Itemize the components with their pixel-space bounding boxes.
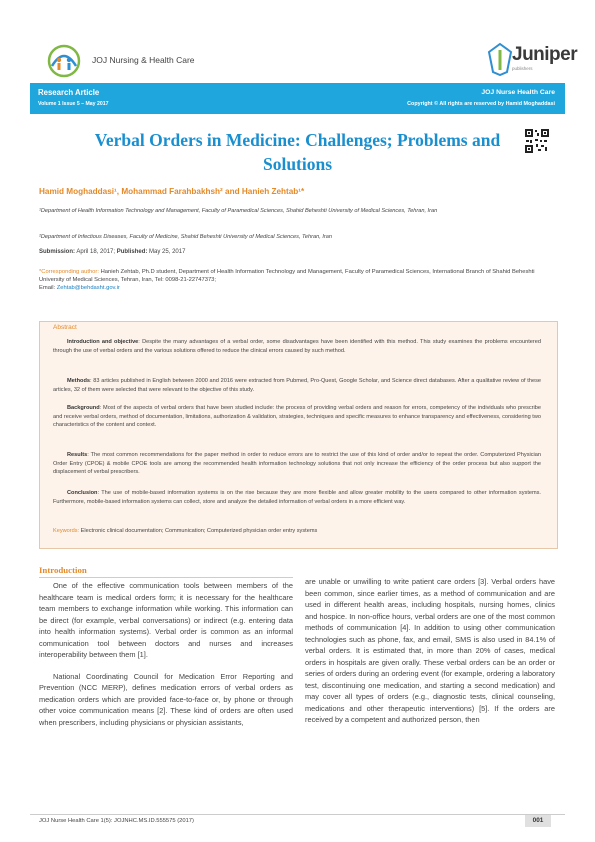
affiliation: ²Department of Infectious Diseases, Faculty of Medicine, Shahid Beheshti University of Medical Sciences, Tehran, Iran <box>39 234 332 240</box>
abstract-results <box>53 451 541 477</box>
email-link[interactable]: Zehtab@behdasht.gov.ir <box>56 285 120 291</box>
submission-date: April 18, 2017; <box>75 249 117 255</box>
section-divider <box>39 577 293 578</box>
abstract-section-text: : Most of the aspects of verbal orders that have been studied include: the process of providing verbal orders and reason for errors, competency of the individuals who prescribe and receive verbal orders, method of documentation, limitations, authorization & validation, strategies, techniques and specific measures to enhance transparency and effectiveness, considering two characteristics of the content and context. <box>53 405 541 429</box>
journal-logo <box>42 42 86 80</box>
abstract-methods <box>53 377 541 394</box>
abstract-introduction <box>53 338 541 355</box>
abstract-section-text: : Despite the many advantages of a verbal order, some disadvantages have been identified with this method. This study examines the problems encountered through the use of verbal orders and the various solutions offered to reduce the clinical errors caused by such method. <box>53 339 541 354</box>
abstract-section-label: Introduction and objective <box>67 339 139 345</box>
body-paragraph: are unable or unwilling to write patient care orders [3]. Verbal orders have been common, since earlier times, as a method of communication and are used in different health areas, including hospitals, nursing homes, clinics and hospice. In non-office hours, verbal orders are one of the most common methods of communication [4]. In addition to using other communication technologies such as phone, fax, and email, SMS is also used in 84.1% of verbal orders. It is estimated that, in more than 20% of cases, medical orders in hospitals are given orally. These verbal orders can be an order or series of orders during an ordering event (for example, ordering a laboratory test, discontinuing one medication, and starting a second medication) and may cover all types of orders (e.g., diagnostic tests, clinical counseling, medications and other therapeutic interventions) [5]. If the orders are received by a competent and authorized person, then <box>305 577 555 724</box>
corresponding-details: Hanieh Zehtab, Ph.D student, Department of Health Information Technology and Management, Faculty of Paramedical Sciences, International Branch of Shahid Beheshti University of Medical Sciences, Tehran, Iran, Tel: 0098-21-22747373; <box>39 269 535 283</box>
article-type: Research Article <box>38 88 100 97</box>
body-paragraph: National Coordinating Council for Medication Error Reporting and Prevention (NCC MERP), defines medication errors of verbal orders as medication orders which are provided face-to-face or, by phone or through other voice communication means [2]. These kind of orders are often used when prescribers, including physicians or physician assistants, <box>39 671 293 727</box>
footer-divider <box>30 814 565 815</box>
journal-short-name: JOJ Nurse Health Care <box>481 89 555 96</box>
header-bar <box>30 83 565 114</box>
body-column-right <box>305 576 555 726</box>
abstract-section-label: Background <box>67 405 100 411</box>
copyright-notice: Copyright © All rights are reserved by Hamid Moghaddasi <box>407 101 555 107</box>
volume-issue: Volume 1 Issue 5 – May 2017 <box>38 101 109 107</box>
published-label: Published: <box>116 249 148 255</box>
abstract-section-label: Methods <box>67 378 90 384</box>
abstract-conclusion <box>53 489 541 506</box>
journal-name: JOJ Nursing & Health Care <box>92 55 195 65</box>
corresponding-author <box>39 268 559 292</box>
body-paragraph: One of the effective communication tools between members of the healthcare team is medical orders form; it is necessary for the healthcare team members to exchange information while working. This information can be direct (for example, verbal conversations) or indirect (e.g. entering data into health information systems). Verbal order is common as an informal communication tool between doctors and nurses and increases interoperability between them [1]. <box>39 581 293 659</box>
abstract-background <box>53 404 541 430</box>
section-heading-introduction: Introduction <box>39 565 87 575</box>
abstract-section-text: : The most common recommendations for the paper method in order to reduce errors are to restrict the use of this kind of order and/or to repeat the order. Computerized Physician Order Entry (CPOE) & mobile CPOE tools are among the recommended health information technology solutions that not only increase the efficiency of the order process but also support the displacement of verbal prescribers. <box>53 452 541 476</box>
abstract-section-text: : 83 articles published in English between 2000 and 2016 were extracted from Pubmed, Pro-Quest, Google Scholar, and Science direct databases. After a qualitative review of these articles, 32 of them were selected that were relevant to the objective of this study. <box>53 378 541 393</box>
keywords-label: Keywords: <box>53 528 80 534</box>
footer-citation: JOJ Nurse Health Care 1(5): JOJNHC.MS.ID.555575 (2017) <box>39 818 194 824</box>
abstract-section-label: Conclusion <box>67 490 98 496</box>
published-date: May 25, 2017 <box>147 249 186 255</box>
keywords-list: Electronic clinical documentation; Communication; Computerized physician order entry systems <box>79 528 318 534</box>
publication-dates <box>39 249 185 255</box>
email-label: Email: <box>39 285 57 291</box>
abstract-section-text: : The use of mobile-based information systems is on the rise because they are more flexible and allow greater mobility to the users compared to other information systems. Furthermore, mobile-based information systems can collect, store and analyze the detailed information of verbal orders in a more efficient way. <box>53 490 541 505</box>
keywords <box>53 528 317 534</box>
article-title: Verbal Orders in Medicine: Challenges; Problems and Solutions <box>94 130 501 174</box>
abstract-section-label: Results <box>67 452 88 458</box>
author-list: Hamid Moghaddasi¹, Mohammad Farahbakhsh² and Hanieh Zehtab¹* <box>39 187 305 196</box>
abstract-heading: Abstract <box>53 324 77 331</box>
publisher-name: Juniper <box>512 44 578 65</box>
publisher-subtitle: publishers <box>512 66 533 71</box>
qr-code-icon[interactable] <box>524 128 550 154</box>
body-column-left <box>39 580 293 728</box>
corresponding-label: *Corresponding author: <box>39 269 99 275</box>
affiliation: ¹Department of Health Information Technology and Management, Faculty of Paramedical Sciences, Shahid Beheshti University of Medical Sciences, Tehran, Iran <box>39 208 438 214</box>
page-number: 001 <box>525 815 551 827</box>
submission-label: Submission: <box>39 249 76 255</box>
